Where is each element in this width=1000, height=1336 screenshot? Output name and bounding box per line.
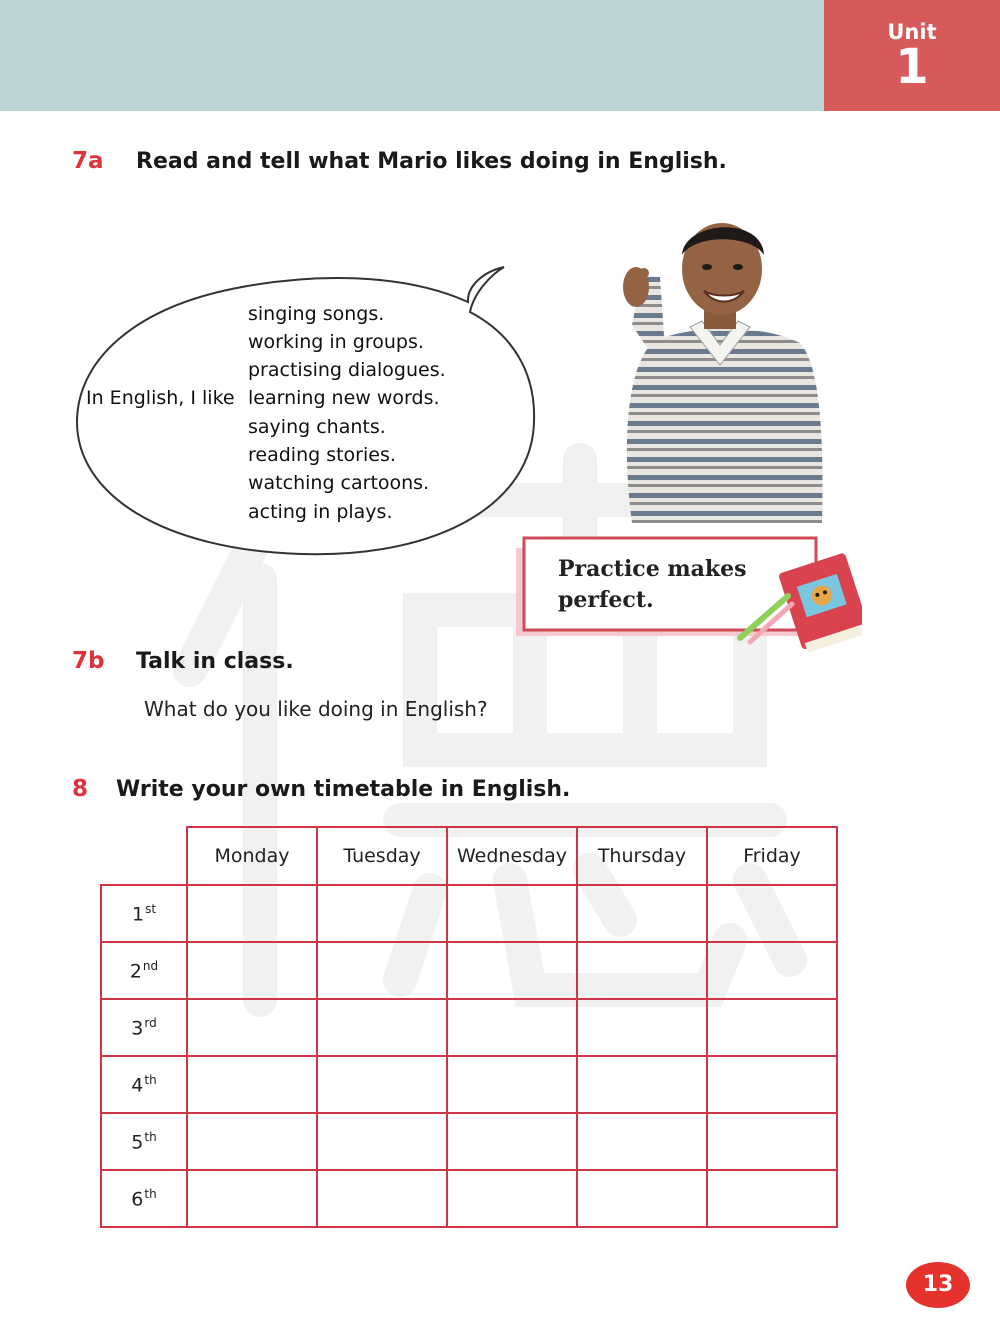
period-suffix: st [145,901,157,916]
timetable-slot[interactable] [187,942,317,999]
period-suffix: th [144,1186,157,1201]
table-row [101,885,837,942]
timetable-slot[interactable] [447,1170,577,1227]
unit-tab [824,0,1000,111]
timetable-slot[interactable] [187,999,317,1056]
timetable-slot[interactable] [317,942,447,999]
timetable-slot[interactable] [317,1056,447,1113]
timetable-slot[interactable] [187,1113,317,1170]
timetable-slot[interactable] [317,999,447,1056]
timetable-slot[interactable] [707,942,837,999]
timetable-slot[interactable] [707,999,837,1056]
timetable-slot[interactable] [707,1056,837,1113]
bubble-option: saying chants. [248,416,386,438]
timetable-header-row [101,827,837,885]
day-header: Tuesday [317,827,447,885]
day-header: Monday [187,827,317,885]
bubble-option: practising dialogues. [248,359,446,381]
table-row [101,1056,837,1113]
timetable-slot[interactable] [577,1056,707,1113]
period-number: 1 [131,903,145,926]
timetable-slot[interactable] [447,999,577,1056]
table-row [101,1170,837,1227]
exercise-title: Talk in class. [136,649,294,674]
timetable-slot[interactable] [577,942,707,999]
table-row [101,999,837,1056]
corner-cell [101,827,187,885]
exercise-number: 7b [72,648,105,674]
exercise-number: 8 [72,776,89,802]
timetable-slot[interactable] [707,1170,837,1227]
period-suffix: rd [144,1015,157,1030]
bubble-stem: In English, I like [86,387,235,409]
timetable-slot[interactable] [707,1113,837,1170]
bubble-option: reading stories. [248,444,396,466]
unit-number: 1 [895,39,929,95]
day-header: Thursday [577,827,707,885]
period-number: 6 [131,1188,144,1211]
period-number: 5 [131,1131,144,1154]
period-number: 2 [129,960,142,983]
timetable-slot[interactable] [707,885,837,942]
period-label [101,885,187,942]
timetable-slot[interactable] [447,942,577,999]
period-suffix: th [144,1072,157,1087]
timetable-slot[interactable] [317,1170,447,1227]
period-label [101,1056,187,1113]
proverb-line: perfect. [558,587,654,613]
header-band [0,0,824,111]
bubble-option: watching cartoons. [248,472,430,494]
proverb-text [558,554,747,616]
timetable-slot[interactable] [187,885,317,942]
period-number: 3 [131,1017,144,1040]
exercise-title: Write your own timetable in English. [116,777,571,802]
discussion-question: What do you like doing in English? [144,697,488,721]
day-header: Friday [707,827,837,885]
boy-photo [612,205,827,523]
bubble-option: working in groups. [248,331,424,353]
proverb-line: Practice makes [558,556,747,582]
timetable-slot[interactable] [187,1170,317,1227]
bubble-option: learning new words. [248,387,440,409]
bubble-option: acting in plays. [248,501,393,523]
timetable-slot[interactable] [447,1056,577,1113]
period-label [101,942,187,999]
timetable-slot[interactable] [577,999,707,1056]
page-number: 13 [906,1262,970,1308]
timetable-slot[interactable] [447,885,577,942]
bubble-option: singing songs. [248,303,385,325]
period-suffix: th [144,1129,157,1144]
timetable [100,826,838,1228]
period-number: 4 [131,1074,144,1097]
period-label [101,999,187,1056]
timetable-slot[interactable] [577,1113,707,1170]
unit-label: Unit [887,20,937,44]
period-label [101,1170,187,1227]
timetable-slot[interactable] [577,1170,707,1227]
timetable-slot[interactable] [447,1113,577,1170]
period-label [101,1113,187,1170]
exercise-title: Read and tell what Mario likes doing in English. [136,149,727,174]
table-row [101,942,837,999]
table-row [101,1113,837,1170]
timetable-slot[interactable] [317,1113,447,1170]
timetable-slot[interactable] [317,885,447,942]
period-suffix: nd [142,958,159,973]
day-header: Wednesday [447,827,577,885]
timetable-slot[interactable] [577,885,707,942]
timetable-slot[interactable] [187,1056,317,1113]
exercise-number: 7a [72,148,104,174]
